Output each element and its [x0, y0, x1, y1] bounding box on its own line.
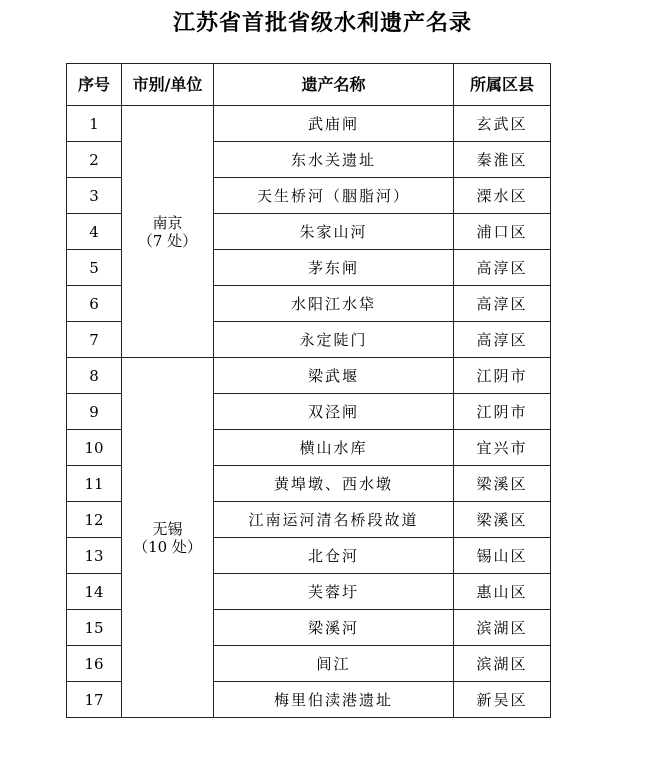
heritage-name: 横山水库 [214, 430, 454, 466]
row-number: 2 [67, 142, 122, 178]
table-row [67, 106, 551, 142]
row-number: 12 [67, 502, 122, 538]
heritage-name: 梁武堰 [214, 358, 454, 394]
row-number: 17 [67, 682, 122, 718]
heritage-name: 双泾闸 [214, 394, 454, 430]
table-body [67, 106, 551, 718]
district-name: 江阴市 [454, 358, 551, 394]
heritage-table [66, 63, 551, 718]
heritage-name: 芙蓉圩 [214, 574, 454, 610]
row-number: 7 [67, 322, 122, 358]
table-header-row [67, 64, 551, 106]
row-number: 3 [67, 178, 122, 214]
row-number: 6 [67, 286, 122, 322]
page-title: 江苏省首批省级水利遗产名录 [172, 11, 472, 36]
city-group-cell [122, 106, 214, 358]
heritage-name: 江南运河清名桥段故道 [214, 502, 454, 538]
heritage-name: 梅里伯渎港遗址 [214, 682, 454, 718]
row-number: 9 [67, 394, 122, 430]
city-count: （10 处） [133, 537, 202, 556]
row-number: 16 [67, 646, 122, 682]
district-name: 新吴区 [454, 682, 551, 718]
header-name: 遗产名称 [214, 64, 454, 106]
row-number: 13 [67, 538, 122, 574]
header-district: 所属区县 [454, 64, 551, 106]
city-name: 无锡 [152, 519, 183, 538]
district-name: 高淳区 [454, 286, 551, 322]
heritage-name: 闾江 [214, 646, 454, 682]
heritage-name: 水阳江水牮 [214, 286, 454, 322]
district-name: 滨湖区 [454, 610, 551, 646]
district-name: 高淳区 [454, 250, 551, 286]
heritage-name: 永定陡门 [214, 322, 454, 358]
district-name: 玄武区 [454, 106, 551, 142]
table-row [67, 358, 551, 394]
row-number: 11 [67, 466, 122, 502]
district-name: 高淳区 [454, 322, 551, 358]
heritage-name: 天生桥河（胭脂河） [214, 178, 454, 214]
heritage-name: 武庙闸 [214, 106, 454, 142]
row-number: 14 [67, 574, 122, 610]
row-number: 5 [67, 250, 122, 286]
heritage-name: 北仓河 [214, 538, 454, 574]
district-name: 秦淮区 [454, 142, 551, 178]
header-city: 市别/单位 [122, 64, 214, 106]
heritage-name: 梁溪河 [214, 610, 454, 646]
heritage-name: 朱家山河 [214, 214, 454, 250]
district-name: 梁溪区 [454, 466, 551, 502]
row-number: 4 [67, 214, 122, 250]
row-number: 10 [67, 430, 122, 466]
district-name: 溧水区 [454, 178, 551, 214]
city-count: （7 处） [137, 231, 198, 250]
row-number: 8 [67, 358, 122, 394]
heritage-name: 茅东闸 [214, 250, 454, 286]
row-number: 15 [67, 610, 122, 646]
district-name: 浦口区 [454, 214, 551, 250]
district-name: 宜兴市 [454, 430, 551, 466]
row-number: 1 [67, 106, 122, 142]
heritage-name: 黄埠墩、西水墩 [214, 466, 454, 502]
city-name: 南京 [152, 213, 183, 232]
city-group-cell [122, 358, 214, 718]
heritage-name: 东水关遗址 [214, 142, 454, 178]
district-name: 锡山区 [454, 538, 551, 574]
district-name: 滨湖区 [454, 646, 551, 682]
district-name: 江阴市 [454, 394, 551, 430]
district-name: 惠山区 [454, 574, 551, 610]
header-no: 序号 [67, 64, 122, 106]
district-name: 梁溪区 [454, 502, 551, 538]
